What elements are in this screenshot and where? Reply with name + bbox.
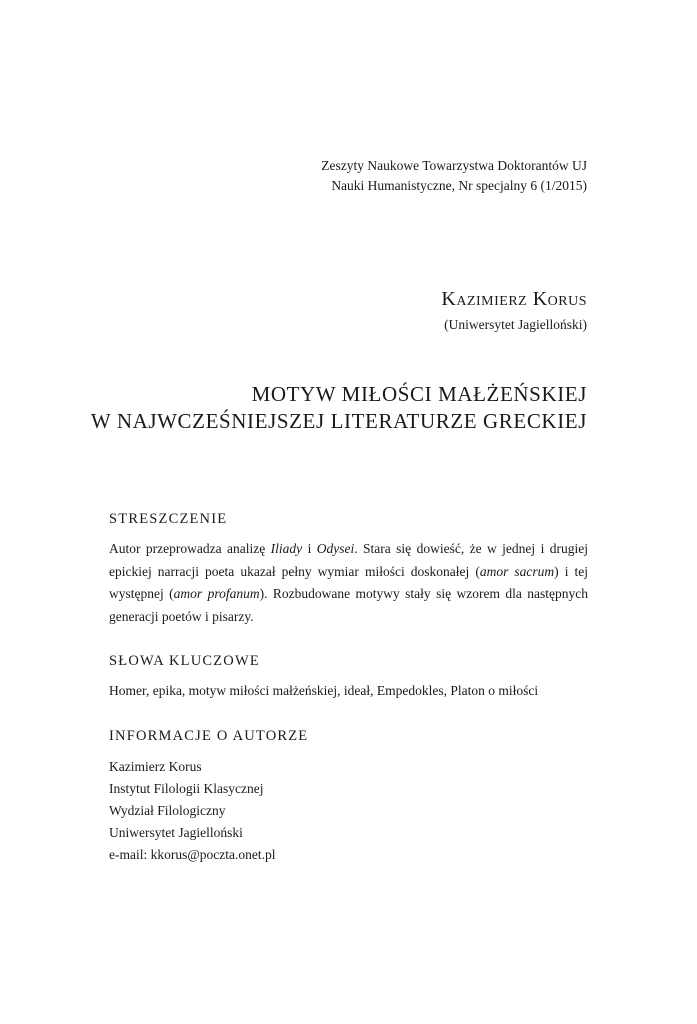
author-info-faculty: Wydział Filologiczny bbox=[109, 803, 226, 818]
author-affiliation: (Uniwersytet Jagielloński) bbox=[444, 317, 587, 332]
journal-header bbox=[321, 156, 587, 196]
author-info bbox=[109, 756, 276, 866]
author-info-heading: INFORMACJE O AUTORZE bbox=[109, 728, 309, 744]
abstract-text-part: i bbox=[302, 541, 317, 556]
author-info-university: Uniwersytet Jagielloński bbox=[109, 825, 243, 840]
abstract-italic-amor-profanum: amor profanum bbox=[173, 586, 260, 601]
article-title-line-2: W NAJWCZEŚNIEJSZEJ LITERATURZE GRECKIEJ bbox=[90, 409, 587, 433]
abstract-heading: STRESZCZENIE bbox=[109, 511, 228, 527]
abstract-text bbox=[109, 538, 588, 628]
article-title-line-1: MOTYW MIŁOŚCI MAŁŻEŃSKIEJ bbox=[251, 382, 587, 406]
abstract-italic-amor-sacrum: amor sacrum bbox=[479, 563, 555, 579]
journal-issue: Nauki Humanistyczne, Nr specjalny 6 (1/2015) bbox=[331, 178, 587, 193]
article-title bbox=[91, 381, 587, 435]
author-info-name: Kazimierz Korus bbox=[109, 759, 202, 774]
abstract-text-part: ) i tej występnej ( bbox=[109, 563, 588, 601]
abstract-italic-odyssey: Odysei bbox=[316, 541, 355, 556]
author-block bbox=[441, 286, 587, 336]
abstract-text-part: . Stara się dowieść, że w jednej i drugiej epickiej narracji poeta ukazał pełny wymiar miłości doskonałej ( bbox=[109, 541, 588, 579]
abstract-text-part: Autor przeprowadza analizę bbox=[109, 541, 271, 556]
keywords-text: Homer, epika, motyw miłości małżeńskiej, ideał, Empedokles, Platon o miłości bbox=[109, 683, 539, 698]
journal-title: Zeszyty Naukowe Towarzystwa Doktorantów UJ bbox=[321, 158, 587, 173]
keywords-heading: SŁOWA KLUCZOWE bbox=[109, 653, 260, 669]
abstract-text-part: ). Rozbudowane motywy stały się wzorem dla następnych generacji poetów i pisarzy. bbox=[109, 586, 589, 624]
abstract-italic-iliad: Iliady bbox=[270, 541, 303, 556]
author-info-institute: Instytut Filologii Klasycznej bbox=[109, 781, 264, 796]
author-name: Kazimierz Korus bbox=[441, 288, 587, 310]
author-info-email: e-mail: kkorus@poczta.onet.pl bbox=[109, 847, 276, 862]
